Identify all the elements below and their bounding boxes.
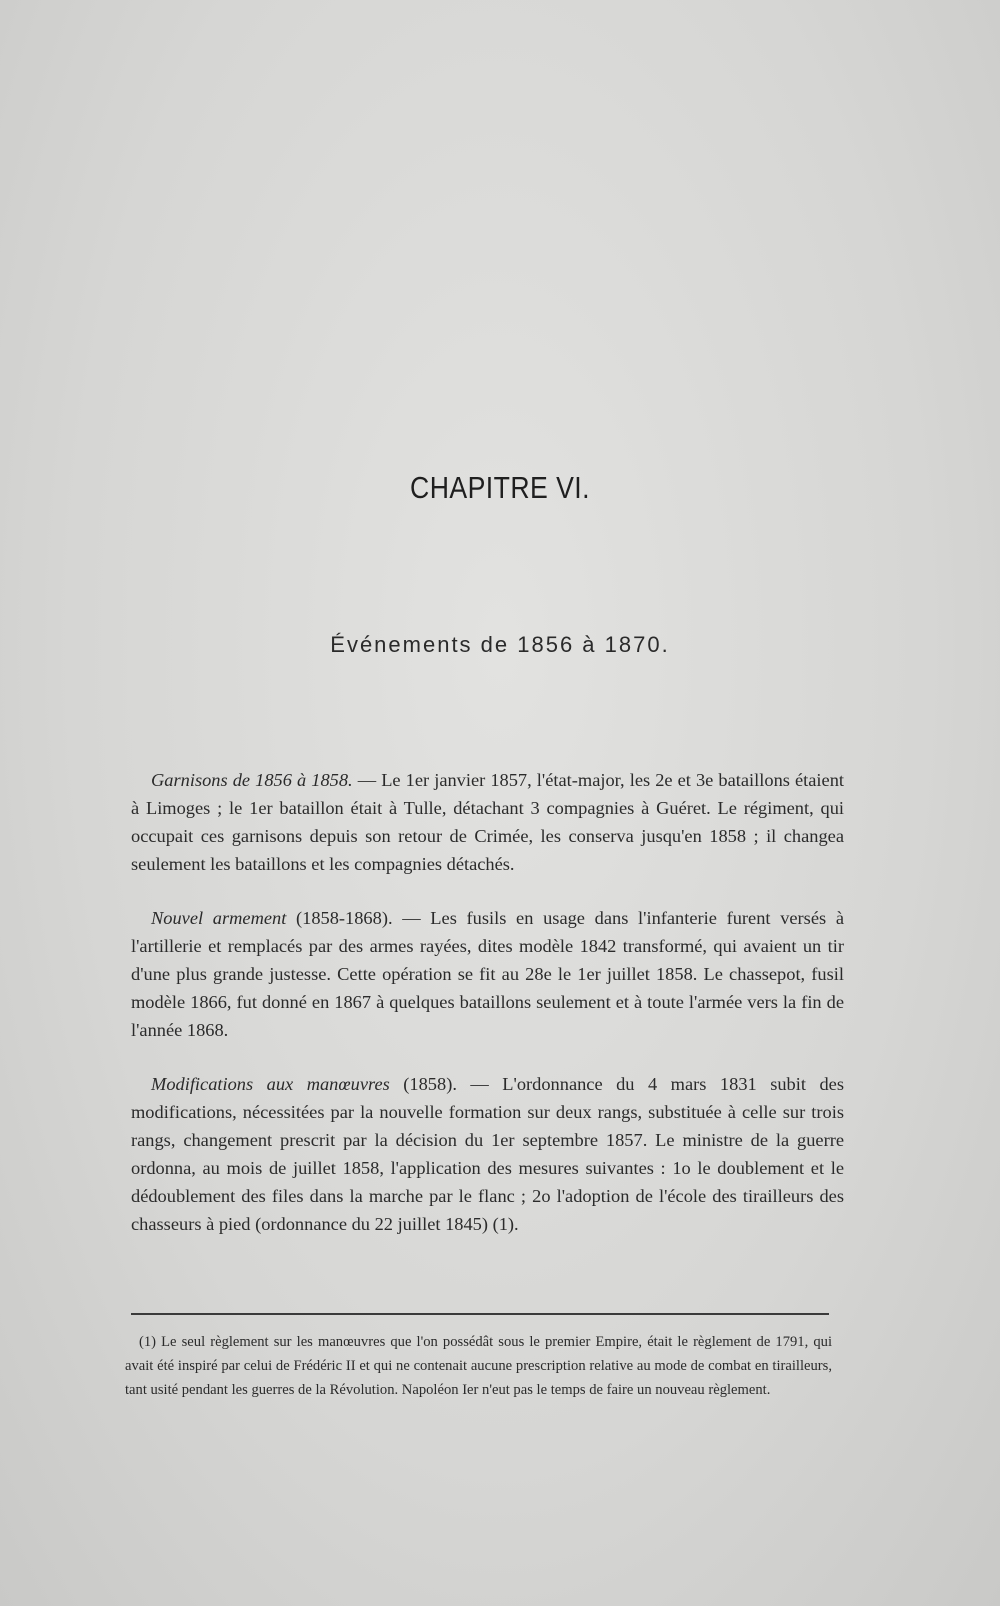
chapter-title: CHAPITRE VI. bbox=[410, 470, 590, 505]
paragraph-heading: Modifications aux manœuvres bbox=[151, 1074, 390, 1094]
paragraph-heading: Nouvel armement bbox=[151, 908, 287, 928]
paragraph-armement bbox=[131, 904, 844, 1044]
body-text bbox=[131, 766, 844, 1264]
footnote: (1) Le seul règlement sur les manœuvres que l'on possédât sous le premier Empire, était le règlement de 1791, qui avait été inspiré par celui de Frédéric II et qui ne contenait aucune prescription relative au mode de combat en tirailleurs, tant usité pendant les guerres de la Révolution. Napoléon Ier n'eut pas le temps de faire un nouveau règlement. bbox=[125, 1334, 832, 1398]
paragraph-garnisons bbox=[131, 766, 844, 878]
paragraph-text: (1858-1868). — Les fusils en usage dans l'infanterie furent versés à l'artillerie et remplacés par des armes rayées, dites modèle 1842 transformé, qui avaient un tir d'une plus grande justesse. Cette opération se fit au 28e le 1er juillet 1858. Le chassepot, fusil modèle 1866, fut donné en 1867 à quelques bataillons seulement et à toute l'armée vers la fin de l'année 1868. bbox=[131, 908, 845, 1040]
paragraph-heading: Garnisons de 1856 à 1858. bbox=[151, 770, 353, 790]
paragraph-text: (1858). — L'ordonnance du 4 mars 1831 subit des modifications, nécessitées par la nouvelle formation sur deux rangs, substituée à celle sur trois rangs, changement prescrit par la décision du 1er septembre 1857. Le ministre de la guerre ordonna, au mois de juillet 1858, l'application des mesures suivantes : 1o le doublement et le dédoublement des files dans la marche par le flanc ; 2o l'adoption de l'école des tirailleurs des chasseurs à pied (ordonnance du 22 juillet 1845) (1). bbox=[131, 1074, 844, 1234]
paragraph-text: — Le 1er janvier 1857, l'état-major, les 2e et 3e bataillons étaient à Limoges ; le 1er bataillon était à Tulle, détachant 3 compagnies à Guéret. Le régiment, qui occupait ces garnisons depuis son retour de Crimée, les conserva jusqu'en 1858 ; il changea seulement les bataillons et les compagnies détachés. bbox=[131, 770, 845, 874]
footnote-divider bbox=[131, 1313, 829, 1315]
section-title: Événements de 1856 à 1870. bbox=[330, 632, 670, 657]
paragraph-manoeuvres bbox=[131, 1070, 844, 1238]
